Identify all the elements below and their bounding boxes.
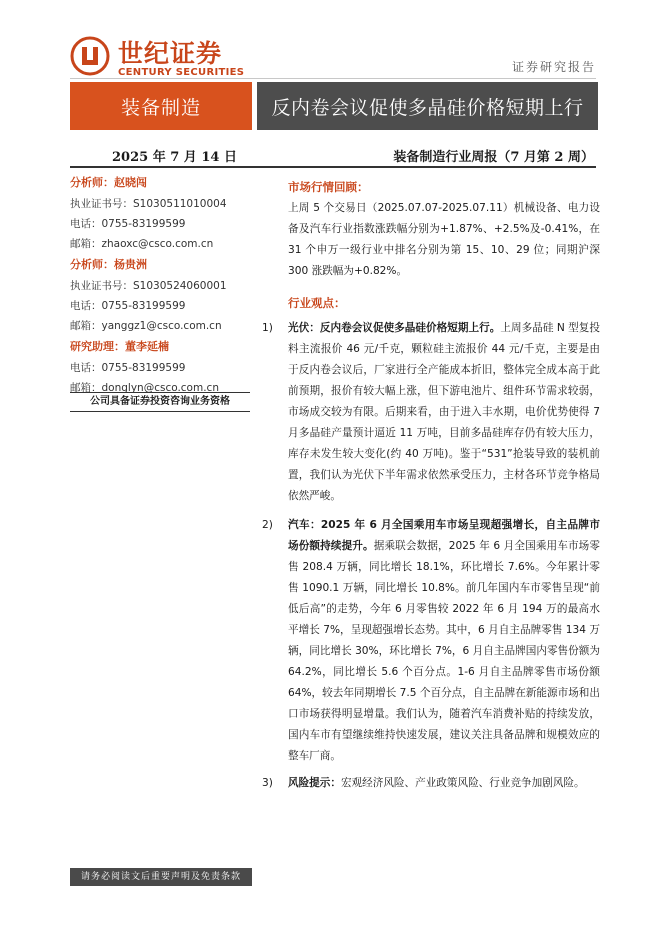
views-heading: 行业观点：	[288, 296, 346, 310]
view-item-lead: 风险提示：	[288, 777, 341, 789]
report-subtitle: 装备制造行业周报（7 月第 2 周）	[393, 150, 594, 165]
qualification-note: 公司具备证券投资咨询业务资格	[70, 392, 250, 412]
view-item-number: 1)	[262, 322, 273, 334]
analyst-email[interactable]: 邮箱：zhaoxc@csco.com.cn	[70, 238, 214, 250]
view-item-text: 宏观经济风险、产业政策风险、行业竞争加剧风险。	[340, 777, 585, 789]
sector-banner: 装备制造	[70, 82, 252, 130]
analyst-cert: 执业证书号：S1030524060001	[70, 280, 227, 292]
view-item	[262, 515, 600, 767]
report-date: 2025 年 7 月 14 日	[112, 150, 237, 165]
analyst-phone: 电话：0755-83199599	[70, 218, 186, 230]
analyst-panel	[70, 172, 254, 398]
section-divider	[70, 166, 596, 168]
report-body	[262, 176, 600, 794]
analyst-email[interactable]: 邮箱：donglyn@csco.com.cn	[70, 382, 219, 394]
market-review-heading: 市场行情回顾：	[288, 180, 369, 194]
view-item-lead: 汽车：2025 年 6 月全国乘用车市场呈现超强增长，自主品牌市场份额持续提升。	[288, 519, 600, 552]
analyst-card	[70, 336, 254, 398]
analyst-phone: 电话：0755-83199599	[70, 362, 186, 374]
logo-mark-icon	[70, 36, 110, 76]
view-item-number: 3)	[262, 777, 273, 789]
company-logo	[70, 34, 250, 82]
view-item-text: 据乘联会数据，2025 年 6 月全国乘用车市场零售 208.4 万辆，同比增长 18.1%，环比增长 7.6%。今年累计零售 1090.1 万辆，同比增长 10.8%。前几年国内车市零售呈现“前低后高”的走势，今年 6 月零售较 2022 年 6 月 194 万的最高水平增长 7%，呈现超强增长态势。其中，6 月自主品牌零售 134 万辆，同比增长 30%，环比增长 7%，6 月自主品牌国内零售份额为 64.2%，同比增长 5.6 个百分点。1-6 月自主品牌零售市场份额 64%，较去年同期增长 7.5 个百分点，自主品牌在新能源市场和出口市场获得明显增量。我们认为，随着汽车消费补贴的持续发放，国内车市有望继续维持快速发展，建议关注具备品牌和规模效应的整车厂商。	[288, 540, 600, 762]
logo-chinese-name: 世纪证券	[118, 39, 223, 68]
view-item	[262, 773, 600, 794]
header-divider	[70, 78, 596, 79]
disclaimer-banner: 请务必阅读文后重要声明及免责条款	[70, 868, 252, 886]
view-item-lead: 光伏：反内卷会议促使多晶硅价格短期上行。	[288, 322, 501, 334]
logo-english-name: CENTURY SECURITIES	[118, 67, 245, 78]
analyst-name: 分析师：杨贵洲	[70, 258, 147, 271]
analyst-name: 研究助理：董李延楠	[70, 340, 169, 353]
analyst-email[interactable]: 邮箱：yanggz1@csco.com.cn	[70, 320, 222, 332]
report-title: 反内卷会议促使多晶硅价格短期上行	[257, 82, 598, 130]
view-item-text: 上周多晶硅 N 型复投料主流报价 46 元/千克，颗粒硅主流报价 44 元/千克，主要是由于反内卷会议后，厂家进行全产能成本折旧，整体完全成本高于此前预期，报价有较大幅上涨，但下游电池片、组件环节需求较弱，市场成交较为有限。后期来看，由于进入丰水期，电价优势使得 7 月多晶硅产量预计逼近 11 万吨，目前多晶硅库存仍有较大压力，库存未发生较大变化(约 40 万吨)。鉴于“531”抢装导致的装机前置，我们认为光伏下半年需求依然承受压力，主材各环节竞争格局依然严峻。	[288, 322, 600, 502]
view-item	[262, 318, 600, 507]
analyst-name: 分析师：赵晓闯	[70, 176, 147, 189]
market-review-text: 上周 5 个交易日（2025.07.07-2025.07.11）机械设备、电力设备及汽车行业指数涨跌幅分别为+1.87%、+2.5%及-0.41%，在 31 个申万一级行业中排名分别为第 15、10、29 位；同期沪深 300 涨跌幅为+0.82%。	[288, 202, 600, 277]
analyst-phone: 电话：0755-83199599	[70, 300, 186, 312]
analyst-card	[70, 172, 254, 254]
analyst-card	[70, 254, 254, 336]
report-type-label: 证券研究报告	[511, 60, 596, 74]
view-item-number: 2)	[262, 519, 273, 531]
analyst-cert: 执业证书号：S1030511010004	[70, 198, 227, 210]
